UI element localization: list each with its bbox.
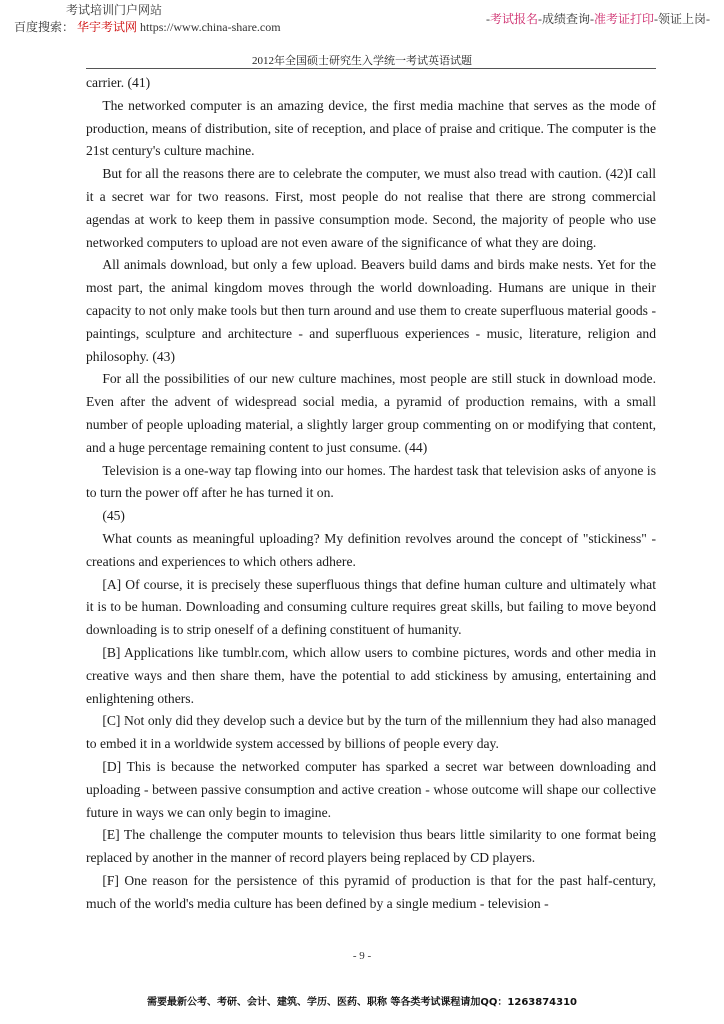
option-d: [D] This is because the networked computer has sparked a secret war between downloading and uploading - between passive consumption and active creation - whose outcome will shape our collective future in ways we can only begin to imagine.	[86, 758, 656, 820]
separator: -	[485, 12, 490, 26]
option-e: [E] The challenge the computer mounts to television thus bears little similarity to one format being replaced by another in the manner of record players being replaced by CD players.	[86, 827, 656, 866]
running-title: 2012年全国硕士研究生入学统一考试英语试题	[252, 55, 472, 67]
paragraph: (45)	[102, 508, 125, 524]
separator: -	[706, 12, 710, 26]
separator: -	[653, 12, 658, 26]
score-query-text: 成绩查询	[541, 12, 590, 26]
paragraph: But for all the reasons there are to celebrate the computer, we must also tread with caution. (42)I call it a secret war for two reasons. First, most people do not realise that there are strong commercial agendas at work to keep them in passive consumption mode. Second, the majority of people who use networked computers to upload are not even aware of the significance of what they are doing.	[86, 166, 656, 250]
search-line	[14, 19, 281, 36]
portal-name: 考试培训门户网站	[66, 3, 163, 17]
site-header	[14, 2, 281, 36]
brand-name[interactable]: 华宇考试网	[77, 20, 138, 34]
page-number: - 9 -	[352, 950, 372, 962]
paragraph: Television is a one-way tap flowing into our homes. The hardest task that television asks of anyone is to turn the power off after he has turned it on.	[86, 462, 656, 501]
option-b: [B] Applications like tumblr.com, which allow users to combine pictures, words and other media in creative ways and then share them, have the potential to add stickiness by amusing, entertaining and enlightening others.	[86, 644, 656, 706]
paragraph: The networked computer is an amazing device, the first media machine that serves as the mode of production, means of distribution, site of reception, and place of praise and critique. The computer is the 21st century's culture machine.	[86, 97, 656, 159]
separator: -	[537, 12, 542, 26]
certificate-text: 领证上岗	[657, 12, 706, 26]
header-rule	[86, 68, 656, 69]
link-admission-print[interactable]: 准考证打印	[593, 12, 654, 26]
link-exam-registration[interactable]: 考试报名	[489, 12, 538, 26]
footer-ad: 需要最新公考、考研、会计、建筑、学历、医药、职称 等各类考试课程请加QQ：1263874310	[146, 997, 578, 1008]
search-label: 百度搜索：	[14, 20, 75, 34]
header-links	[486, 10, 710, 27]
paragraph: All animals download, but only a few upload. Beavers build dams and birds make nests. Yet for the most part, the animal kingdom moves through the world downloading. Humans are unique in their capacity to not only make tools but then turn around and use them to create superfluous material goods - paintings, sculpture and architecture - and superfluous experiences - music, literature, religion and philosophy. (43)	[86, 257, 656, 364]
passage-body	[86, 72, 656, 915]
option-f: [F] One reason for the persistence of this pyramid of production is that for the past half-century, much of the world's media culture has been defined by a single medium - television -	[86, 872, 656, 911]
paragraph: What counts as meaningful uploading? My definition revolves around the concept of "stickiness" - creations and experiences to which others adhere.	[86, 530, 656, 569]
option-a: [A] Of course, it is precisely these superfluous things that define human culture and ultimately what it is to be human. Downloading and consuming culture requires great skills, but failing to move beyond downloading is to strip oneself of a defining constituent of humanity.	[86, 576, 656, 638]
paragraph: carrier. (41)	[86, 75, 151, 90]
site-url[interactable]: https://www.china-share.com	[140, 20, 281, 34]
paragraph: For all the possibilities of our new culture machines, most people are still stuck in download mode. Even after the advent of widespread social media, a pyramid of production remains, with a small number of people uploading material, a slightly larger group commenting on or modifying that content, and a huge percentage remaining content to just consume. (44)	[86, 371, 656, 455]
option-c: [C] Not only did they develop such a device but by the turn of the millennium they had also managed to embed it in a worldwide system accessed by billions of people every day.	[86, 713, 656, 752]
separator: -	[589, 12, 594, 26]
